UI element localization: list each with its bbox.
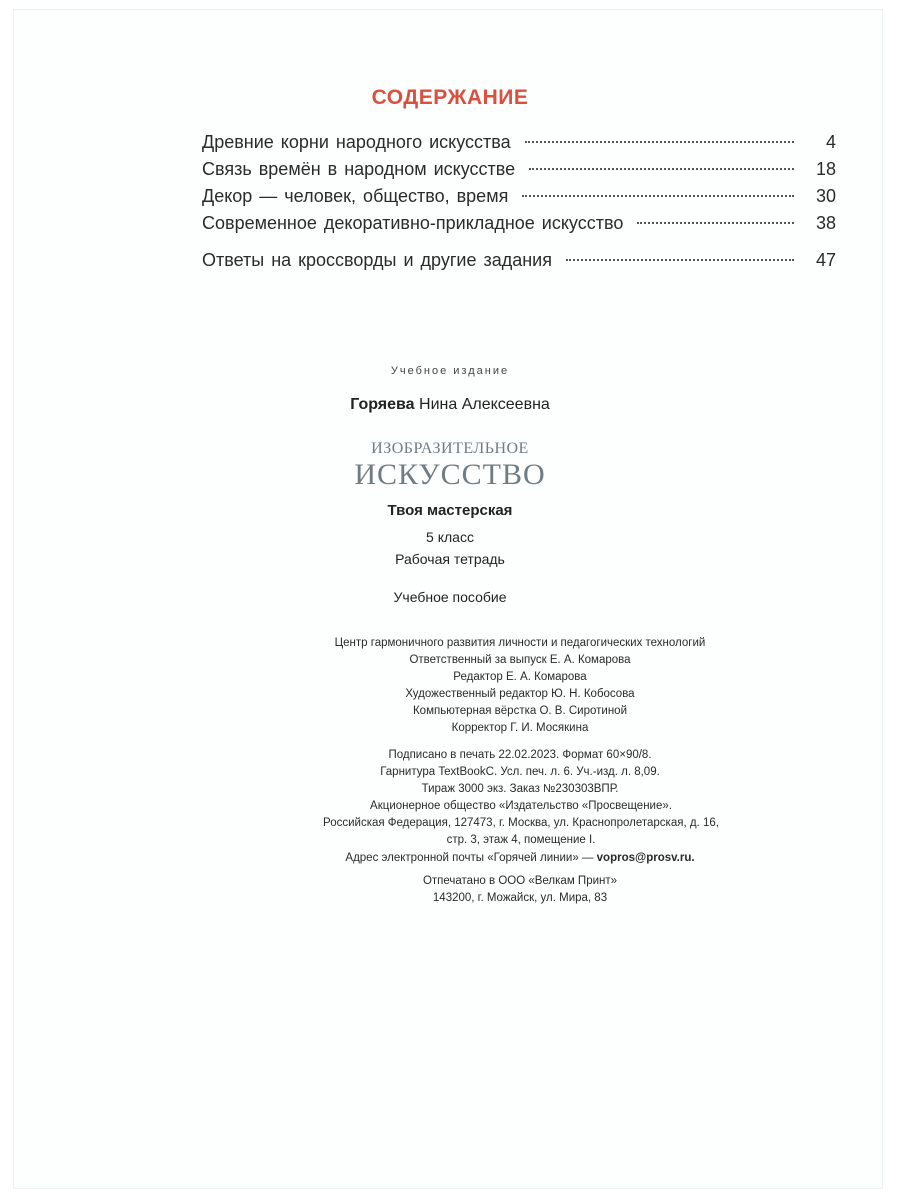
email-link[interactable]: vopros@prosv.ru. — [596, 852, 695, 864]
toc-item[interactable] — [202, 250, 836, 277]
print-line: Тираж 3000 экз. Заказ №230303ВПР. — [421, 783, 619, 795]
staff-line: Корректор Г. И. Мосякина — [451, 722, 589, 734]
publisher-line: стр. 3, этаж 4, помещение I. — [446, 834, 596, 846]
toc-item[interactable] — [202, 213, 836, 240]
staff-line: Ответственный за выпуск Е. А. Комарова — [409, 654, 631, 666]
printer-info — [340, 873, 700, 907]
toc-item[interactable] — [202, 159, 836, 186]
print-line: Подписано в печать 22.02.2023. Формат 60×90/8. — [388, 749, 652, 761]
toc-item-page: 47 — [815, 250, 836, 270]
edition-type: Учебное издание — [390, 365, 510, 377]
toc-leader-dots — [529, 168, 794, 170]
email-label: Адрес электронной почты «Горячей линии» — — [345, 852, 594, 864]
toc-item-page: 4 — [825, 132, 836, 152]
subject-line-2: ИСКУССТВО — [354, 458, 546, 491]
toc-item[interactable] — [202, 186, 836, 213]
print-details — [330, 747, 710, 798]
toc-item-title: Древние корни народного искусства — [202, 132, 511, 152]
toc-leader-dots — [566, 259, 794, 261]
toc-item-page: 18 — [815, 159, 836, 179]
author-surname: Горяева — [350, 396, 415, 413]
toc-item-page: 30 — [815, 186, 836, 206]
author — [0, 396, 900, 414]
publisher-line: Акционерное общество «Издательство «Просвещение». — [370, 800, 672, 812]
toc-item-title: Ответы на кроссворды и другие задания — [202, 250, 552, 270]
toc-item[interactable] — [202, 132, 836, 159]
toc-item-page: 38 — [815, 213, 836, 233]
aid-type: Учебное пособие — [393, 589, 507, 605]
staff-line: Компьютерная вёрстка О. В. Сиротиной — [412, 705, 627, 717]
book-type: Рабочая тетрадь — [395, 551, 505, 567]
print-line: Гарнитура TextBookC. Усл. печ. л. 6. Уч.-изд. л. 8,09. — [380, 766, 660, 778]
printer-line: 143200, г. Можайск, ул. Мира, 83 — [432, 892, 608, 904]
toc-leader-dots — [637, 222, 794, 224]
toc-item-title: Современное декоративно-прикладное искусство — [202, 213, 624, 233]
series-title: Твоя мастерская — [387, 502, 513, 519]
staff-line: Редактор Е. А. Комарова — [453, 671, 587, 683]
grade: 5 класс — [426, 529, 474, 545]
toc-item-title: Декор — человек, общество, время — [202, 186, 509, 206]
toc-leader-dots — [525, 141, 794, 143]
author-given-names: Нина Алексеевна — [419, 396, 550, 413]
toc-item-title: Связь времён в народном искусстве — [202, 159, 516, 179]
toc-title: СОДЕРЖАНИЕ — [371, 86, 529, 109]
publisher-line: Российская Федерация, 127473, г. Москва, ул. Краснопролетарская, д. 16, — [323, 817, 719, 829]
hotline-email — [300, 850, 740, 867]
toc-leader-dots — [522, 195, 794, 197]
table-of-contents — [202, 132, 836, 277]
staff-line: Центр гармоничного развития личности и педагогических технологий — [334, 637, 706, 649]
publisher-info — [276, 798, 766, 849]
subject-line-1: ИЗОБРАЗИТЕЛЬНОЕ — [371, 440, 529, 457]
staff-line: Художественный редактор Ю. Н. Кобосова — [405, 688, 635, 700]
staff-credits — [280, 635, 760, 737]
printer-line: Отпечатано в ООО «Велкам Принт» — [422, 875, 618, 887]
